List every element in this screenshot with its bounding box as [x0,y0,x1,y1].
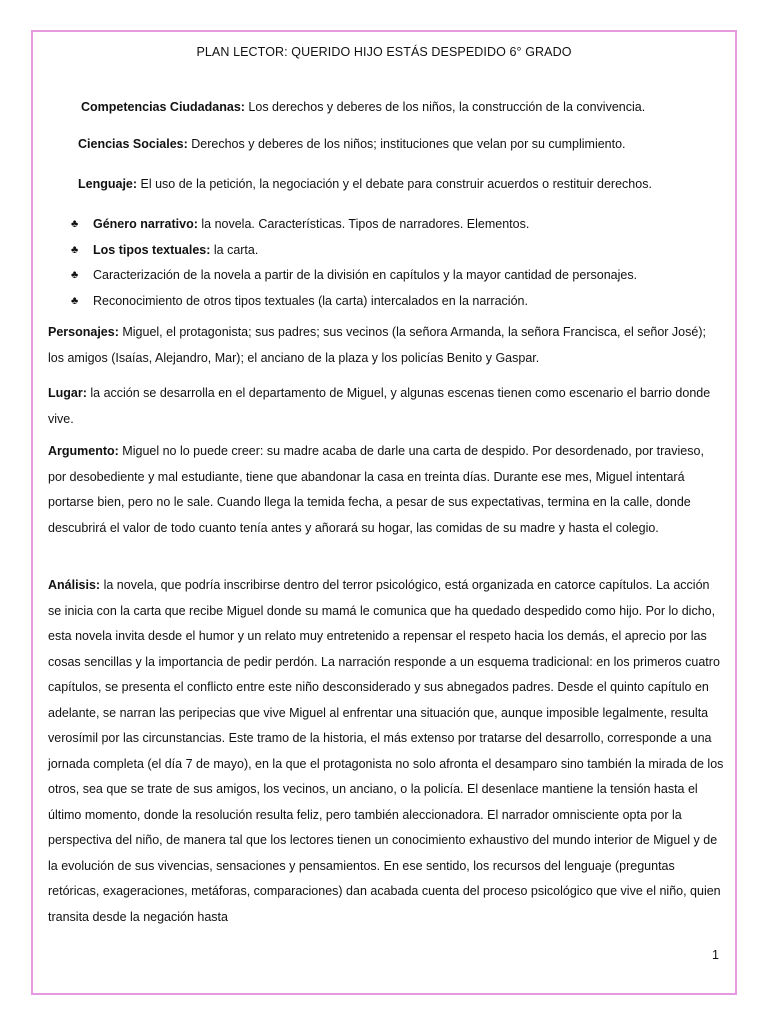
club-icon: ♣ [71,269,79,281]
competencia-label: Lenguaje: [78,177,138,191]
section-personajes [48,320,724,371]
section-label: Personajes: [48,325,119,339]
club-icon: ♣ [71,218,79,230]
section-analisis [48,573,724,930]
competencia-text: El uso de la petición, la negociación y el debate para construir acuerdos o restituir derechos. [137,177,652,191]
section-text: Miguel, el protagonista; sus padres; sus vecinos (la señora Armanda, la señora Francisca, el señor José); los amigos (Isaías, Alejandro, Mar); el anciano de la plaza y los policías Benito y Gaspar. [48,325,706,365]
document-page [31,30,737,995]
club-icon: ♣ [71,294,79,307]
competencia-lenguaje [78,176,652,192]
bullet-text: Caracterización de la novela a partir de la división en capítulos y la mayor cantidad de personajes. [93,268,638,282]
section-label: Análisis: [48,578,101,592]
competencia-text: Derechos y deberes de los niños; instituciones que velan por su cumplimiento. [187,137,626,151]
section-argumento [48,439,724,541]
bullet-text: la novela. Características. Tipos de narradores. Elementos. [197,217,530,231]
bullet-label: Los tipos textuales: [93,242,211,257]
competencia-text: Los derechos y deberes de los niños, la construcción de la convivencia. [244,100,646,114]
document-title: PLAN LECTOR: QUERIDO HIJO ESTÁS DESPEDIDO 6° GRADO [196,45,572,59]
section-lugar [48,381,724,432]
list-item [71,242,637,268]
section-label: Lugar: [48,386,87,400]
bullet-text: la carta. [210,242,259,257]
competencia-ciudadanas [81,99,645,115]
list-item [71,216,637,242]
page-number: 1 [712,948,719,962]
competencia-sociales [78,136,626,152]
section-label: Argumento: [48,444,119,458]
bullet-list [71,216,637,318]
bullet-label: Género narrativo: [93,217,198,231]
list-item [71,293,637,319]
section-text: Miguel no lo puede creer: su madre acaba de darle una carta de despido. Por desordenado, por travieso, por desobediente y mal estudiante, tiene que abandonar la casa en treinta días. Durante ese mes, Miguel intentará portarse bien, pero no le sale. Cuando llega la temida fecha, a pesar de sus expectativas, termina en la calle, donde descubrirá el valor de todo cuanto tenía antes y añorará su hogar, las comidas de su madre y hasta el colegio. [48,444,704,535]
competencia-label: Competencias Ciudadanas: [81,100,245,114]
list-item [71,267,637,293]
section-text: la novela, que podría inscribirse dentro del terror psicológico, está organizada en catorce capítulos. La acción se inicia con la carta que recibe Miguel donde su mamá le comunica que ha quedado despedido como hijo. Por lo dicho, esta novela invita desde el humor y un relato muy entretenido a repensar el respeto hacia los demás, el aprecio por las cosas sencillas y la importancia de pedir perdón. La narración responde a un esquema tradicional: en los primeros cuatro capítulos, se presenta el conflicto entre este niño desconsiderado y sus abnegados padres. Desde el quinto capítulo en adelante, se narran las peripecias que vive Miguel al enfrentar una situación que, aunque imposible legalmente, resulta verosímil por las circunstancias. Este tramo de la historia, el más extenso por tratarse del desarrollo, corresponde a una jornada completa (el día 7 de mayo), en la que el protagonista no solo afronta el desamparo sino también la mirada de los otros, sea que se trate de sus amigos, los vecinos, un anciano, o la policía. El desenlace mantiene la tensión hasta el último momento, donde la resolución resulta feliz, pero también aleccionadora. El narrador omnisciente opta por la perspectiva del niño, de manera tal que los lectores tienen un conocimiento exhaustivo del mundo interior de Miguel y de la evolución de sus vivencias, sensaciones y pensamientos. En ese sentido, los recursos del lenguaje (preguntas retóricas, exageraciones, metáforas, comparaciones) dan acabada cuenta del proceso psicológico que vive el niño, quien transita desde la negación hasta [48,578,724,924]
section-text: la acción se desarrolla en el departamento de Miguel, y algunas escenas tienen como escenario el barrio donde vive. [48,386,711,426]
club-icon: ♣ [71,243,79,256]
bullet-text: Reconocimiento de otros tipos textuales (la carta) intercalados en la narración. [93,293,528,308]
competencia-label: Ciencias Sociales: [78,137,188,151]
